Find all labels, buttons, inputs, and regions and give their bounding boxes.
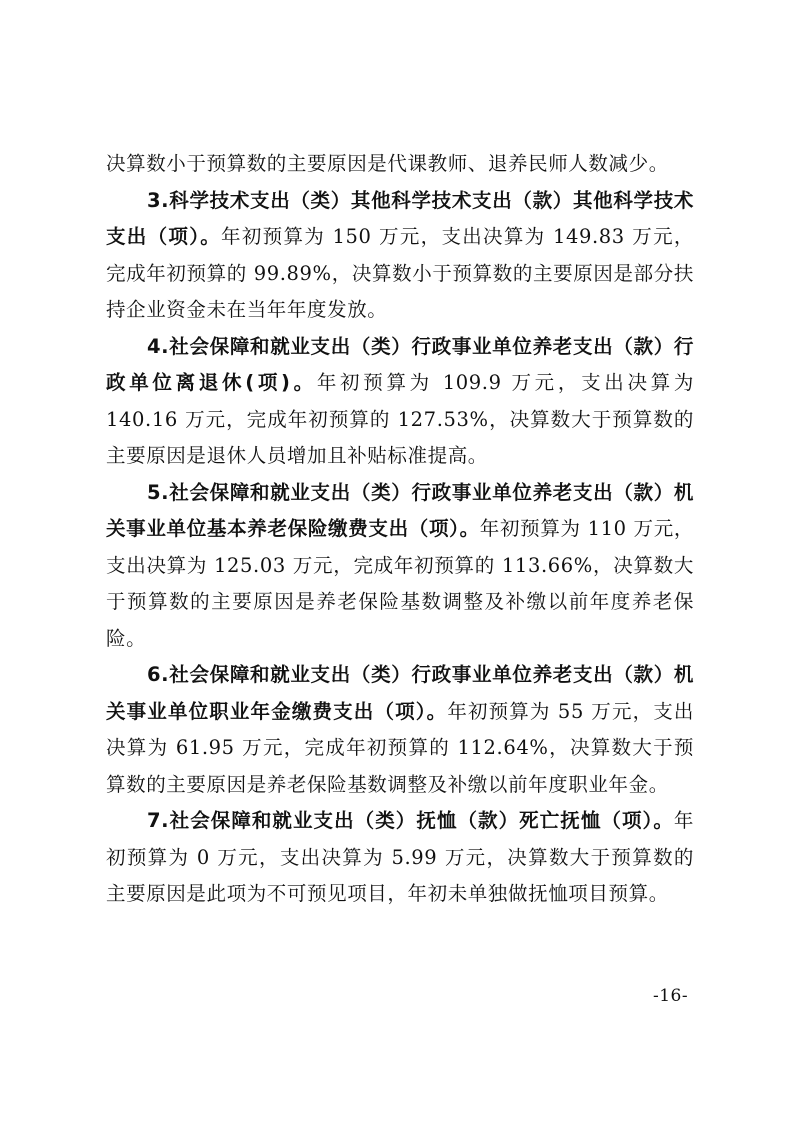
paragraph-item-4 xyxy=(106,329,694,475)
paragraph-heading: 6.社会保障和就业支出（类）行政事业单位养老支出（款）机关事业单位职业年金缴费支出（项）。 xyxy=(106,663,694,723)
paragraph-item-6 xyxy=(106,657,694,803)
paragraph-item-7 xyxy=(106,803,694,913)
paragraph-heading: 3.科学技术支出（类）其他科学技术支出（款）其他科学技术支出（项）。 xyxy=(106,188,694,248)
document-body xyxy=(106,146,694,913)
paragraph-body: 年初预算为 150 万元，支出决算为 149.83 万元，完成年初预算的 99.89%，决算数小于预算数的主要原因是部分扶持企业资金未在当年年度发放。 xyxy=(106,225,694,321)
paragraph-continuation xyxy=(106,146,694,183)
paragraph-item-5 xyxy=(106,475,694,658)
paragraph-body: 年初预算为 55 万元，支出决算为 61.95 万元，完成年初预算的 112.64%，决算数大于预算数的主要原因是养老保险基数调整及补缴以前年度职业年金。 xyxy=(106,699,694,796)
paragraph-heading: 5.社会保障和就业支出（类）行政事业单位养老支出（款）机关事业单位基本养老保险缴费支出（项）。 xyxy=(106,480,694,540)
paragraph-body: 年初预算为 110 万元，支出决算为 125.03 万元，完成年初预算的 113.66%，决算数大于预算数的主要原因是养老保险基数调整及补缴以前年度养老保险。 xyxy=(106,517,694,650)
page-number: -16- xyxy=(653,986,689,1006)
paragraph-body: 年初预算为 109.9 万元，支出决算为 140.16 万元，完成年初预算的 127.53%，决算数大于预算数的主要原因是退休人员增加且补贴标准提高。 xyxy=(106,371,694,467)
paragraph-body: 年初预算为 0 万元，支出决算为 5.99 万元，决算数大于预算数的主要原因是此项为不可预见项目，年初未单独做抚恤项目预算。 xyxy=(106,809,694,905)
paragraph-heading: 7.社会保障和就业支出（类）抚恤（款）死亡抚恤（项）。 xyxy=(147,809,674,832)
paragraph-heading: 4.社会保障和就业支出（类）行政事业单位养老支出（款）行政单位离退休(项)。 xyxy=(106,334,694,394)
paragraph-item-3 xyxy=(106,183,694,329)
paragraph-body: 决算数小于预算数的主要原因是代课教师、退养民师人数减少。 xyxy=(106,152,669,175)
